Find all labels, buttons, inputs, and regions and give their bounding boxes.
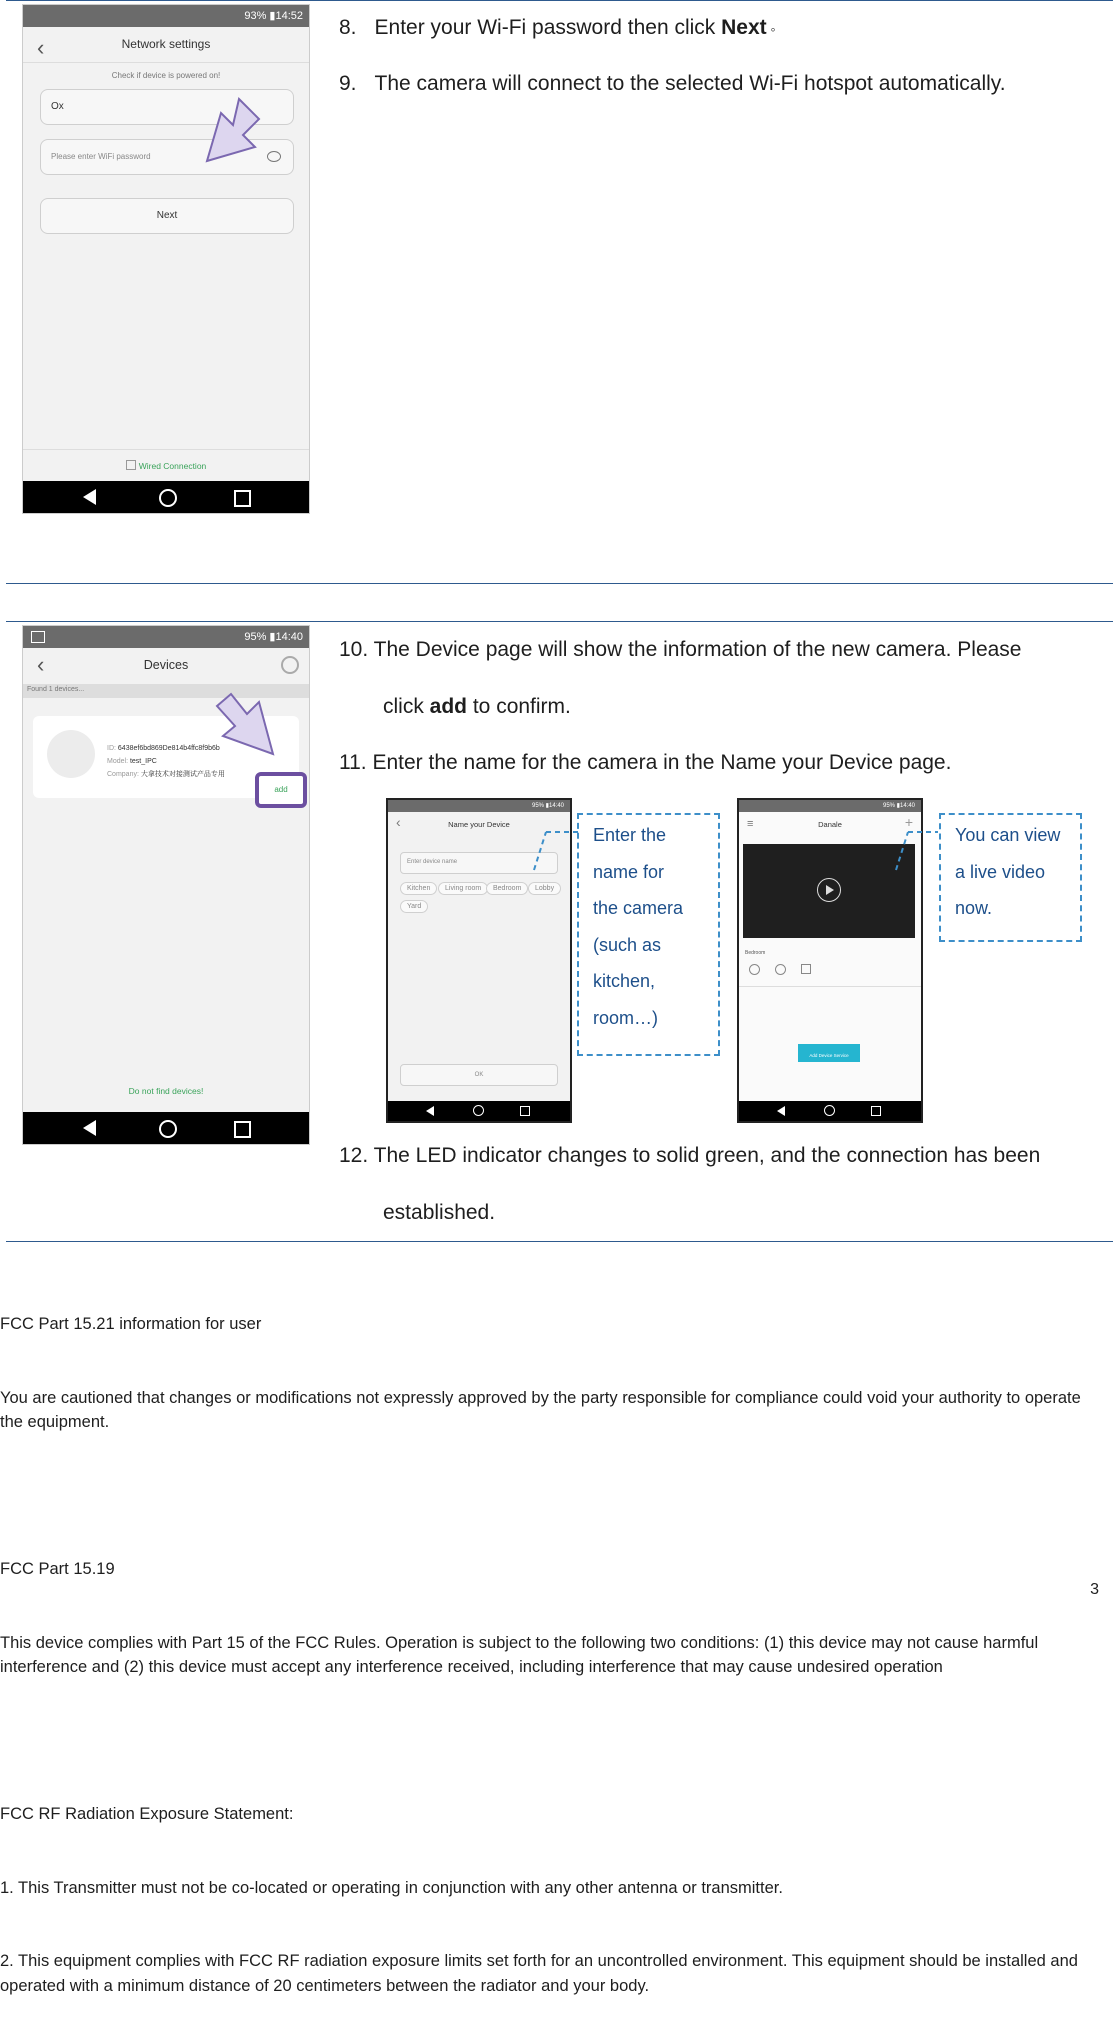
- network-settings-screenshot: [22, 4, 310, 514]
- step-8-number: 8.: [339, 16, 357, 39]
- wired-connection-link: [23, 460, 309, 471]
- step-10-post: to confirm.: [467, 695, 571, 718]
- callout-left-leader: [532, 828, 580, 872]
- step-12-line-2: established.: [383, 1201, 496, 1224]
- pointer-arrow-icon: [199, 97, 265, 165]
- callout-live-video: [939, 813, 1082, 942]
- status-bar: [23, 5, 309, 27]
- not-found-link: Do not find devices!: [128, 1086, 204, 1096]
- found-text: Found 1 devices...: [27, 686, 85, 693]
- step-8: [339, 14, 776, 43]
- ok-button-screenshot: [400, 1064, 558, 1086]
- section-rule-2: [6, 621, 1113, 622]
- fcc-15-19-title: FCC Part 15.19: [0, 1560, 115, 1578]
- status-bar: [388, 800, 570, 812]
- status-text: 93% ▮14:52: [244, 10, 303, 22]
- video-player: [743, 844, 915, 938]
- device-id-row: ID: 6438ef6bd869De814b4ffc8f9b6b: [107, 745, 220, 752]
- step-10-add: add: [429, 695, 468, 718]
- camera-avatar-icon: [47, 730, 95, 778]
- share-icon: [801, 964, 811, 974]
- status-bar: [739, 800, 921, 812]
- step-9-number: 9.: [339, 72, 357, 95]
- status-bar: [23, 626, 309, 648]
- screen-title: Devices: [143, 658, 189, 672]
- next-button-screenshot: [40, 198, 294, 234]
- home-nav-icon: [824, 1105, 835, 1116]
- step-10-pre: click: [383, 695, 430, 718]
- recents-nav-icon: [871, 1106, 881, 1116]
- recents-nav-icon: [234, 1121, 251, 1138]
- back-nav-icon: [426, 1106, 434, 1116]
- fcc-rf-item-1: 1. This Transmitter must not be co-located or operating in conjunction with any other antenna or transmitter.: [0, 1878, 783, 1897]
- android-nav-bar: [23, 1112, 309, 1144]
- callout-right-line: a live video: [955, 861, 1046, 882]
- section-rule-1: [6, 583, 1113, 584]
- add-device-service-button: [798, 1044, 860, 1062]
- chip-yard: Yard: [400, 900, 428, 913]
- plus-icon: +: [904, 814, 913, 830]
- fcc-section: [0, 1263, 1090, 2023]
- devices-screenshot: [22, 625, 310, 1145]
- back-arrow-icon: ‹: [37, 652, 45, 677]
- back-nav-icon: [777, 1106, 785, 1116]
- callout-left-line: (such as: [593, 934, 662, 955]
- callout-left-line: the camera: [593, 898, 684, 918]
- callout-left-line: name for: [593, 861, 665, 882]
- page-number: 3: [1090, 1581, 1099, 1598]
- step-8-next: Next: [721, 16, 767, 39]
- settings-icon: [749, 964, 760, 975]
- callout-left-line: Enter the: [593, 825, 667, 845]
- device-name-placeholder: Enter device name: [407, 859, 458, 865]
- device-company-row: Company: 大拿技术对接测试产品专用: [107, 771, 225, 778]
- home-nav-icon: [159, 1120, 177, 1138]
- add-service-label: Add Device Service: [809, 1053, 849, 1058]
- device-label: Bedroom: [745, 950, 766, 956]
- recents-nav-icon: [234, 490, 251, 507]
- android-nav-bar: [388, 1101, 570, 1121]
- back-nav-icon: [83, 1120, 96, 1136]
- screen-title: Name your Device: [448, 820, 510, 829]
- menu-icon: ≡: [747, 818, 754, 830]
- home-nav-icon: [473, 1105, 484, 1116]
- back-arrow-icon: ‹: [37, 35, 45, 60]
- section-rule-3: [6, 1241, 1113, 1242]
- fcc-15-21-title: FCC Part 15.21 information for user: [0, 1315, 262, 1333]
- step-9: [339, 70, 1006, 98]
- back-arrow-icon: ‹: [396, 814, 401, 830]
- wired-label: Wired Connection: [138, 461, 207, 471]
- callout-right-line: now.: [955, 898, 993, 918]
- fcc-rf-title: FCC RF Radiation Exposure Statement:: [0, 1805, 294, 1823]
- status-text: 95% ▮14:40: [532, 803, 564, 809]
- ssid-value: Ox: [51, 101, 64, 112]
- callout-right-leader: [894, 828, 940, 872]
- add-label: add: [274, 785, 288, 794]
- callout-name-camera: [577, 813, 720, 1056]
- step-10-line-1: 10. The Device page will show the information of the new camera. Please: [339, 638, 1022, 661]
- fcc-15-21-body: You are cautioned that changes or modifications not expressly approved by the party responsible for compliance could void your authority to operate the equipment.: [0, 1388, 1086, 1431]
- chip-kitchen: Kitchen: [400, 882, 437, 895]
- home-nav-icon: [159, 489, 177, 507]
- password-placeholder: Please enter WiFi password: [51, 152, 151, 161]
- step-12-line-1: 12. The LED indicator changes to solid green, and the connection has been: [339, 1144, 1041, 1167]
- eye-icon: [267, 151, 281, 162]
- step-10-line-2: [383, 693, 571, 721]
- chip-lobby: Lobby: [528, 882, 561, 895]
- add-button-highlight: [255, 772, 307, 808]
- status-text: 95% ▮14:40: [883, 803, 915, 809]
- power-hint: Check if device is powered on!: [111, 71, 221, 80]
- step-11: 11. Enter the name for the camera in the Name your Device page.: [339, 751, 952, 774]
- step-8-text: Enter your Wi-Fi password then click: [374, 16, 722, 39]
- next-label: Next: [156, 210, 178, 221]
- recents-nav-icon: [520, 1106, 530, 1116]
- radar-icon: [281, 656, 299, 674]
- android-nav-bar: [23, 481, 309, 513]
- step-8-suffix: ◦: [766, 21, 776, 37]
- android-nav-bar: [739, 1101, 921, 1121]
- step-9-text: The camera will connect to the selected Wi-Fi hotspot automatically.: [374, 72, 1006, 95]
- screen-title: Network settings: [121, 37, 211, 51]
- callout-right-line: You can view: [955, 825, 1061, 845]
- status-text: 95% ▮14:40: [244, 631, 303, 643]
- ok-label: OK: [474, 1072, 484, 1078]
- chip-bedroom: Bedroom: [486, 882, 528, 895]
- callout-left-line: kitchen,: [593, 971, 656, 991]
- fcc-15-19-body: This device complies with Part 15 of the FCC Rules. Operation is subject to the following two conditions: (1) this device may not cause harmful interference and (2) this device must accept any interference received, including interference that may cause undesired operation: [0, 1633, 1043, 1676]
- back-nav-icon: [83, 489, 96, 505]
- fcc-rf-item-2: 2. This equipment complies with FCC RF radiation exposure limits set forth for an uncontrolled environment. This equipment should be installed and operated with a minimum distance of 20 centimeters between the radiator and your body.: [0, 1952, 1083, 1995]
- top-rule: [6, 0, 1113, 1]
- screen-title: Danale: [818, 820, 842, 829]
- history-icon: [775, 964, 786, 975]
- chip-living-room: Living room: [438, 882, 488, 895]
- pointer-arrow-icon: [213, 692, 279, 764]
- callout-left-line: room…): [593, 1007, 659, 1028]
- grid-icon: [126, 460, 136, 470]
- device-model-row: Model: test_IPC: [107, 758, 157, 765]
